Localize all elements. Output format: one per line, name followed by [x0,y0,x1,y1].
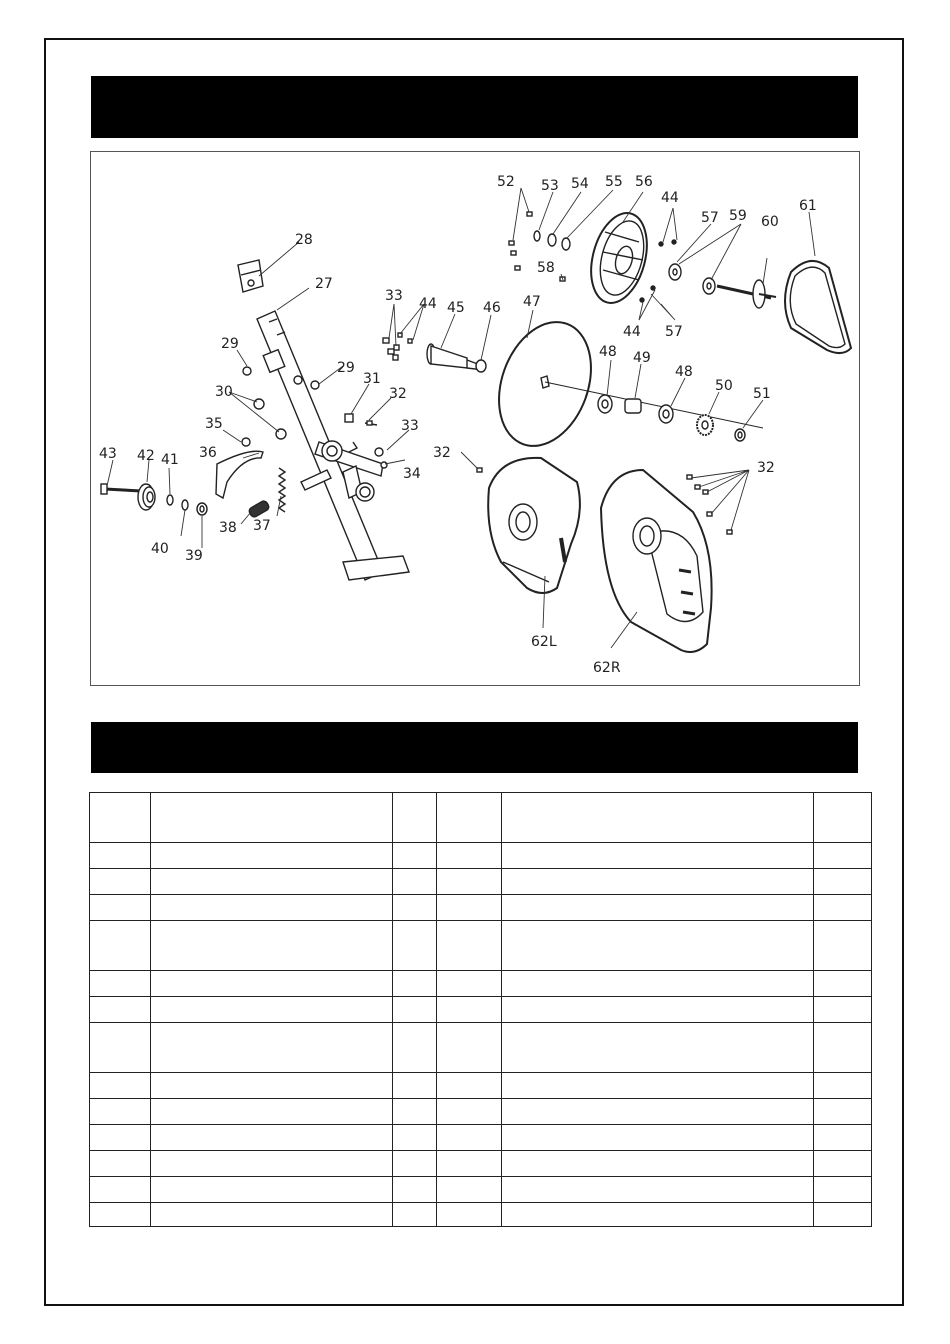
callout-34: 34 [403,466,421,482]
callout-33a: 33 [401,418,419,434]
callout-32c: 32 [757,460,775,476]
callout-62R: 62R [593,660,621,676]
table-row [90,921,872,971]
table-row [90,843,872,869]
part-61-belt [785,261,851,353]
callout-43: 43 [99,446,117,462]
part-45-axle [427,344,483,370]
callout-45: 45 [447,300,465,316]
part-42-wheel [138,484,155,510]
callout-57a: 57 [701,210,719,226]
header-bar-bottom [91,722,858,773]
callout-50: 50 [715,378,733,394]
callout-32a: 32 [389,386,407,402]
part-39-nut [197,503,207,515]
part-37-spring [279,468,285,512]
table-row [90,1023,872,1073]
part-48-bearing-b [659,405,673,423]
callout-38: 38 [219,520,237,536]
callout-46: 46 [483,300,501,316]
table-row [90,1099,872,1125]
callout-53: 53 [541,178,559,194]
callout-44a: 44 [419,296,437,312]
callout-42: 42 [137,448,155,464]
part-46-washer [476,360,486,372]
callout-56: 56 [635,174,653,190]
exploded-parts-diagram [90,151,860,686]
table-row [90,1151,872,1177]
callout-29a: 29 [221,336,239,352]
part-60-shaft [717,280,776,308]
frame-tube [257,311,409,580]
callout-61: 61 [799,198,817,214]
table-header-row [90,793,872,843]
callout-27: 27 [315,276,333,292]
callout-35: 35 [205,416,223,432]
table-row [90,869,872,895]
part-49-spacer [625,399,641,413]
callout-54: 54 [571,176,589,192]
part-57-bearings [640,240,715,302]
callout-31: 31 [363,371,381,387]
part-51-nut [735,429,745,441]
part-62L-cover [488,458,580,593]
part-62R-cover [601,470,712,652]
callout-55: 55 [605,174,623,190]
callout-44b: 44 [661,190,679,206]
callout-44c: 44 [623,324,641,340]
callout-32b: 32 [433,445,451,461]
callout-33b: 33 [385,288,403,304]
callout-41: 41 [161,452,179,468]
table-row [90,895,872,921]
callout-30: 30 [215,384,233,400]
part-48-bearing-a [598,395,612,413]
parts-list-table [89,792,872,1227]
header-bar-top [91,76,858,138]
table-row [90,1203,872,1227]
table-row [90,1125,872,1151]
table-row [90,997,872,1023]
callout-36: 36 [199,445,217,461]
callout-40: 40 [151,541,169,557]
callout-28: 28 [295,232,313,248]
callout-48a: 48 [599,344,617,360]
part-36-arm [216,451,263,498]
callout-48b: 48 [675,364,693,380]
callout-49: 49 [633,350,651,366]
callout-52: 52 [497,174,515,190]
callout-39: 39 [185,548,203,564]
callout-59: 59 [729,208,747,224]
part-40-washer [182,500,188,510]
callout-62L: 62L [531,634,557,650]
small-screws-center [383,333,412,360]
callout-51: 51 [753,386,771,402]
table-row [90,1073,872,1099]
callout-37: 37 [253,518,271,534]
table-row [90,1177,872,1203]
callout-47: 47 [523,294,541,310]
callout-29b: 29 [337,360,355,376]
part-41-washer [167,495,173,505]
callout-60: 60 [761,214,779,230]
callout-57b: 57 [665,324,683,340]
table-row [90,971,872,997]
part-50-gear [697,415,713,435]
callout-58: 58 [537,260,555,276]
part-38-spring [248,500,270,519]
part-56-pulley [582,207,656,309]
